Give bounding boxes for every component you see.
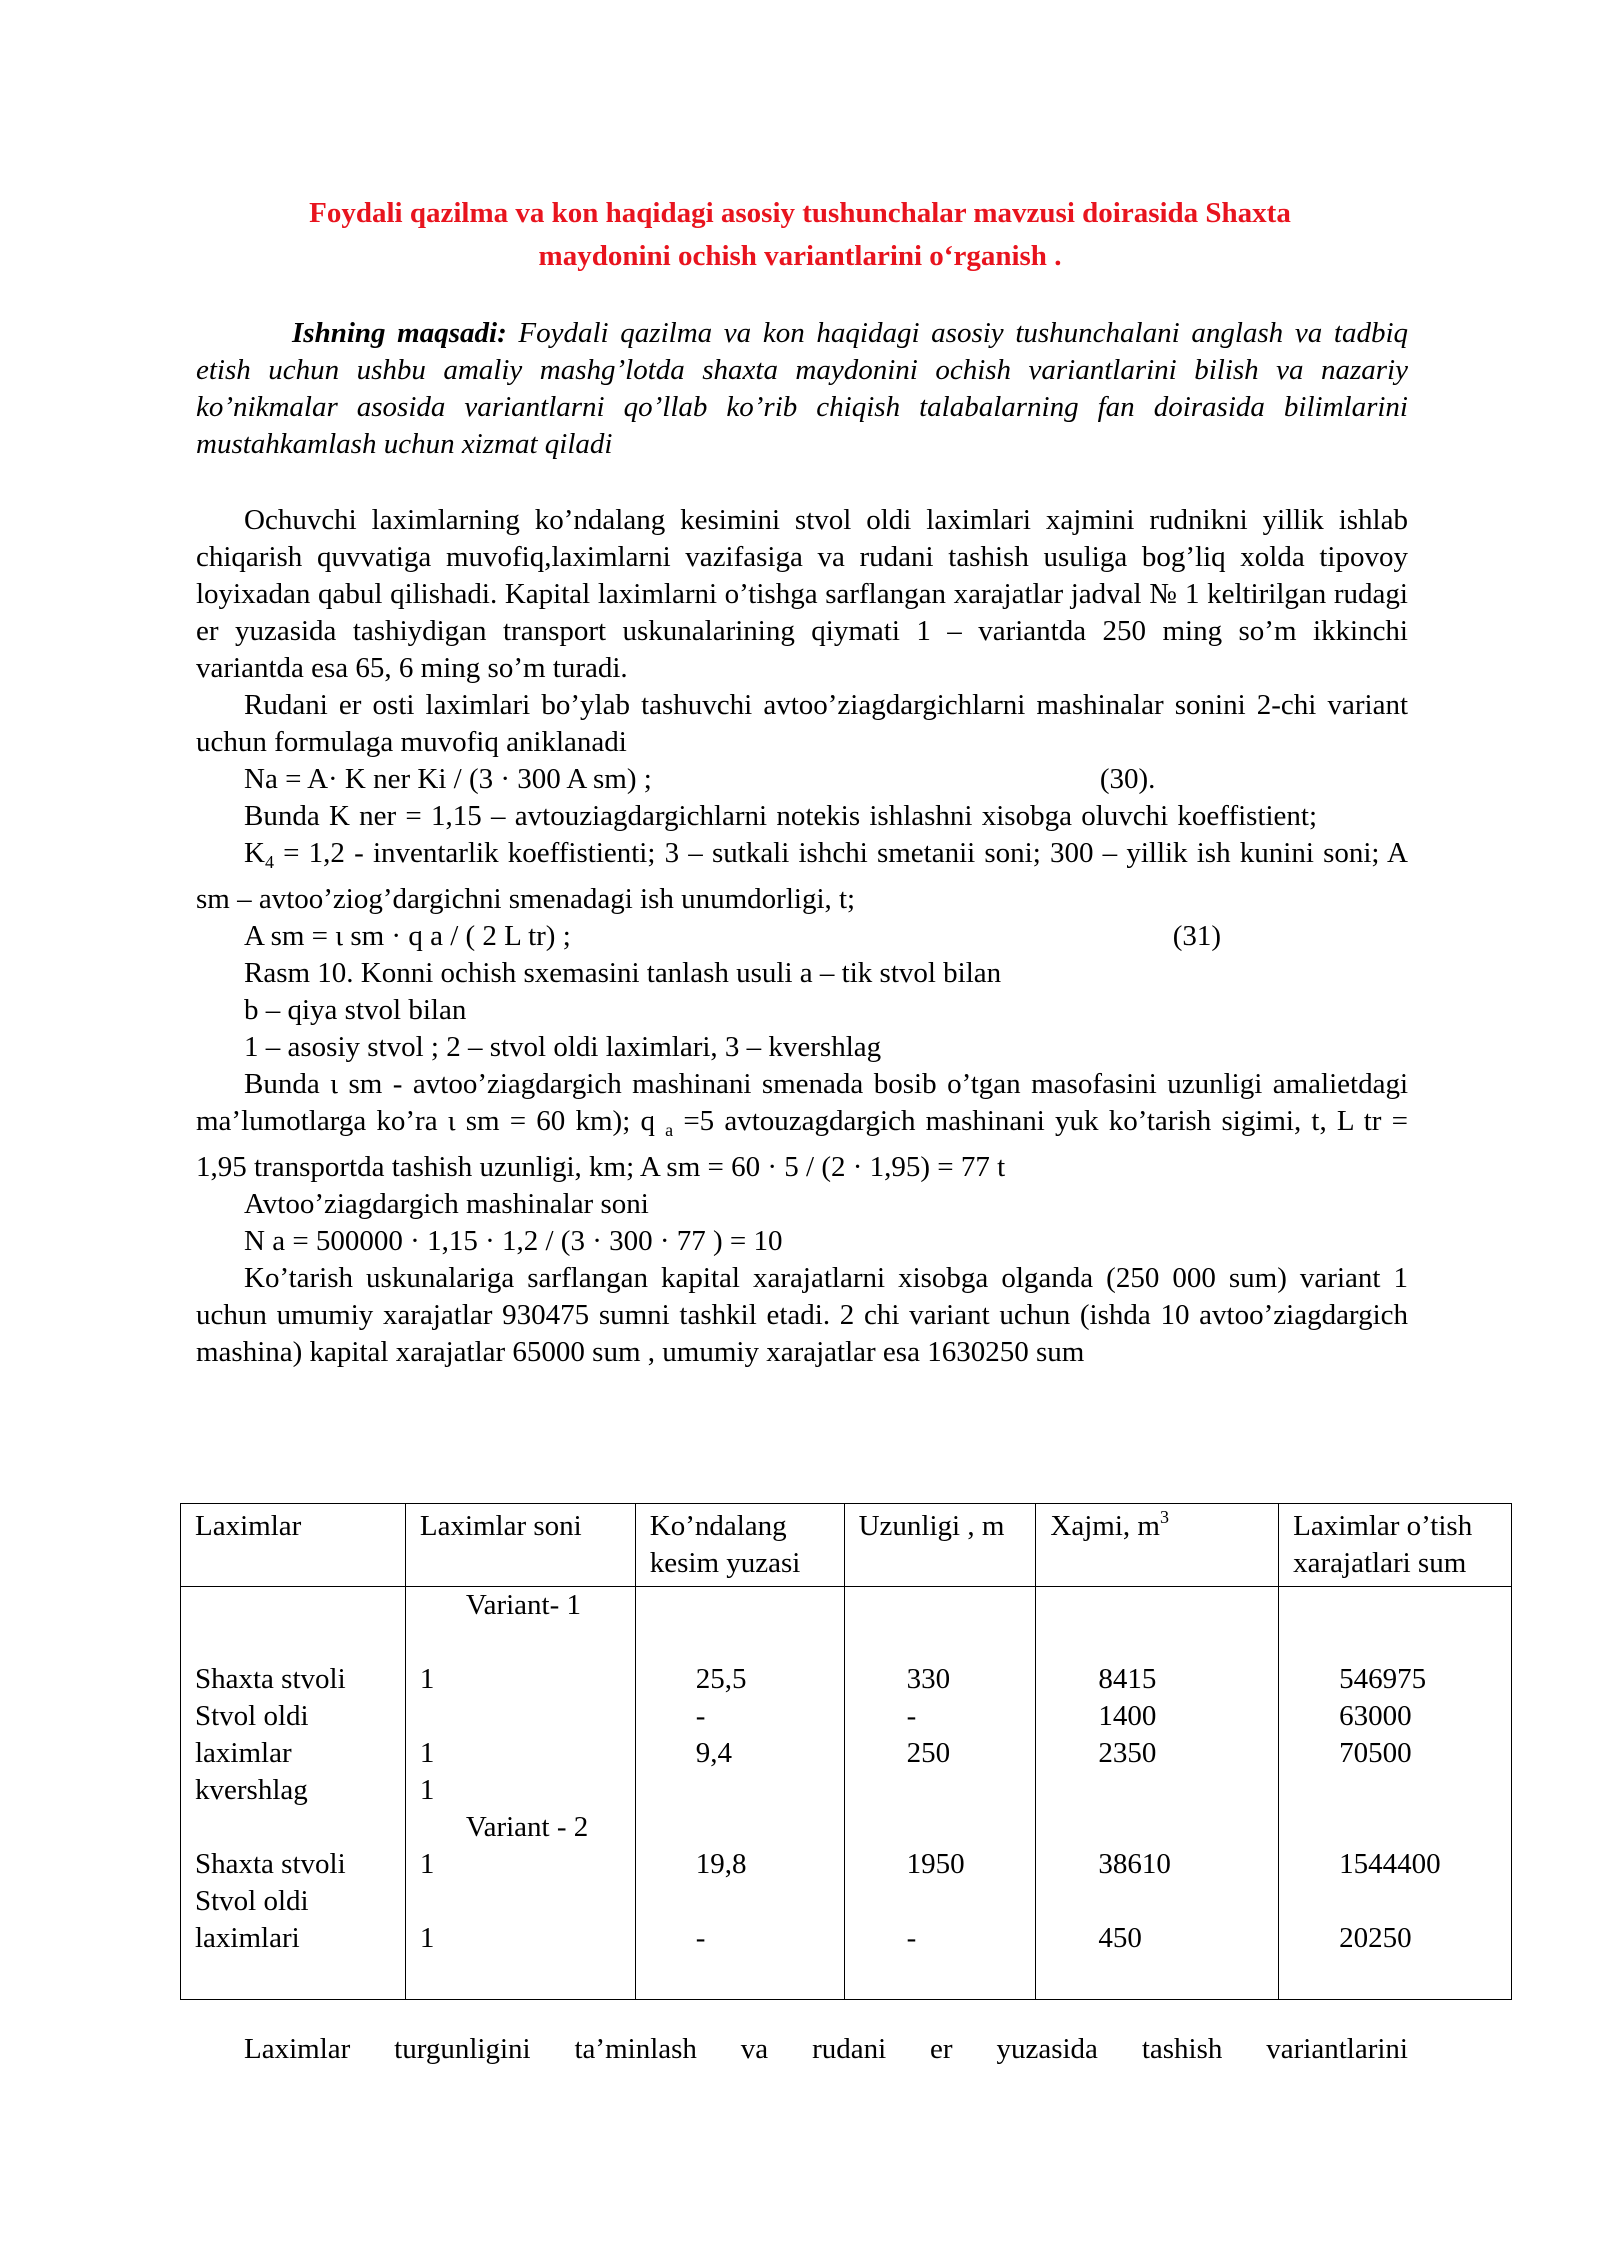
column-xajmi — [1036, 1587, 1279, 2000]
purpose-paragraph — [196, 315, 1408, 463]
table-cell — [1293, 1587, 1497, 1624]
table-cell: 20250 — [1339, 1922, 1412, 1954]
table-cell — [420, 1883, 621, 1920]
table-cell — [650, 1883, 830, 1920]
k4-subscript: 4 — [264, 852, 274, 872]
table-row — [181, 1587, 1512, 2000]
table-cell — [1293, 1883, 1497, 1920]
table-cell — [1293, 1624, 1497, 1661]
column-xarajatlari — [1279, 1587, 1512, 2000]
column-uzunligi — [844, 1587, 1036, 2000]
table-cell — [859, 1809, 1022, 1846]
table-cell: 63000 — [1339, 1700, 1412, 1732]
paragraph-4-text: = 1,2 - inventarlik koeffistienti; 3 – sutkali ishchi smetanii soni; 300 – yillik ish kunini soni; A sm – avtoo’ziog’dargichni smenadagi ish unumdorligi, t; — [196, 837, 1408, 915]
table-cell — [859, 1883, 1022, 1920]
table-cell: - — [906, 1922, 917, 1954]
paragraph-5 — [196, 1066, 1408, 1186]
title-line-1: Foydali qazilma va kon haqidagi asosiy tushunchalar mavzusi doirasida Shaxta — [309, 197, 1291, 229]
table-cell — [1293, 1809, 1497, 1846]
table-cell — [859, 1587, 1022, 1624]
table-cell: 1 — [419, 1848, 435, 1880]
paragraph-6: Avtoo’ziagdargich mashinalar soni — [244, 1188, 649, 1220]
table-cell: 38610 — [1098, 1848, 1171, 1880]
table-cell: kvershlag — [195, 1774, 308, 1806]
paragraph-3: Bunda K ner = 1,15 – avtouziagdargichlarni notekis ishlashni xisobga oluvchi koeffistient; — [244, 800, 1318, 832]
table-cell — [1050, 1587, 1264, 1624]
table-cell: 250 — [906, 1737, 951, 1769]
table-cell: 9,4 — [695, 1737, 732, 1769]
formula-na: N a = 500000 · 1,15 · 1,2 / (3 · 300 · 77 ) = 10 — [244, 1225, 783, 1257]
purpose-text: Foydali qazilma va kon haqidagi asosiy tushunchalani anglash va tadbiq etish uchun ushbu amaliy mashg’lotda shaxta maydonini ochish variantlarini bilish va nazariy ko’nikmalar asosida variantlarni qo’llab ko’rib chiqish talabalarning fan doirasida bilimlarini mustahkamlash uchun xizmat qiladi — [196, 317, 1408, 460]
table-cell: Variant- 1 — [465, 1589, 582, 1621]
table-cell: Stvol oldi — [195, 1885, 309, 1917]
figure-caption-1: Rasm 10. Konni ochish sxemasini tanlash usuli a – tik stvol bilan — [244, 957, 1002, 989]
table-cell — [650, 1624, 830, 1661]
table-cell: - — [695, 1700, 706, 1732]
table-cell — [650, 1772, 830, 1809]
header-xajmi: Xajmi, $m^3$ — [1036, 1504, 1279, 1587]
figure-caption-3: 1 – asosiy stvol ; 2 – stvol oldi laximlari, 3 – kvershlag — [244, 1031, 882, 1063]
table-cell: 70500 — [1339, 1737, 1412, 1769]
table-cell: 546975 — [1339, 1663, 1427, 1695]
table-cell — [1050, 1883, 1264, 1920]
table-cell: 2350 — [1098, 1737, 1157, 1769]
column-laximlar-soni — [405, 1587, 635, 2000]
table-cell: 1 — [419, 1737, 435, 1769]
table-header-row — [181, 1504, 1512, 1587]
table-cell: 450 — [1098, 1922, 1142, 1954]
header-laximlar: Laximlar — [181, 1504, 406, 1587]
qa-subscript: a — [665, 1120, 674, 1140]
header-laximlar-soni: Laximlar soni — [405, 1504, 635, 1587]
table-cell — [1050, 1624, 1264, 1661]
table-cell — [195, 1809, 391, 1846]
column-kesim-yuzasi — [635, 1587, 844, 2000]
header-uzunligi: Uzunligi , m — [844, 1504, 1036, 1587]
workings-table — [180, 1503, 1512, 2000]
cubic-superscript: 3 — [1159, 1507, 1169, 1527]
table-cell: 25,5 — [695, 1663, 747, 1695]
paragraph-4 — [196, 835, 1408, 918]
document-title — [230, 192, 1370, 278]
table-cell: Shaxta stvoli — [195, 1848, 346, 1880]
table-cell: Variant - 2 — [465, 1811, 589, 1843]
formula-30-text: Na = A· K ner Ki / (3 · 300 A sm) ; — [244, 763, 652, 795]
header-kesim-yuzasi: Ko’ndalang kesim yuzasi — [635, 1504, 844, 1587]
paragraph-7: Ko’tarish uskunalariga sarflangan kapital xarajatlarni xisobga olganda (250 000 sum) variant 1 uchun umumiy xarajatlar 930475 sumni tashkil etadi. 2 chi variant uchun (ishda 10 avtoo’ziagdargich mashina) kapital xarajatlar 65000 sum , umumiy xarajatlar esa 1630250 sum — [196, 1262, 1408, 1368]
table-cell — [650, 1809, 830, 1846]
table-cell — [420, 1698, 621, 1735]
table-cell — [420, 1624, 621, 1661]
table-cell — [859, 1624, 1022, 1661]
table-cell: 1950 — [906, 1848, 965, 1880]
table-cell: 1 — [419, 1663, 435, 1695]
table-cell — [195, 1624, 391, 1661]
table-cell: 330 — [906, 1663, 951, 1695]
table-cell: Stvol oldi — [195, 1700, 309, 1732]
purpose-label: Ishning maqsadi: — [292, 317, 507, 349]
column-laximlar — [181, 1587, 406, 2000]
paragraph-5-text-a: Bunda ι sm - avtoo’ziagdargich mashinani smenada bosib o’tgan masofasini uzunligi amalietdagi ma’lumotlarga ko’ra ι sm = 60 km); q — [196, 1068, 1408, 1137]
table-cell — [195, 1587, 391, 1624]
title-line-2: maydonini ochish variantlarini o‘rganish . — [538, 240, 1062, 272]
formula-30 — [196, 761, 1408, 798]
table-cell — [859, 1772, 1022, 1809]
closing-paragraph: Laximlar turgunligini ta’minlash va rudani er yuzasida tashish variantlarini — [244, 2033, 1408, 2065]
formula-31-text: A sm = ι sm · q a / ( 2 L tr) ; — [244, 920, 571, 952]
table-cell: 1 — [419, 1922, 435, 1954]
header-xarajatlari: Laximlar o’tish xarajatlari sum — [1279, 1504, 1512, 1587]
figure-caption-2: b – qiya stvol bilan — [244, 994, 467, 1026]
table-cell: 1400 — [1098, 1700, 1157, 1732]
table-cell: - — [695, 1922, 706, 1954]
table-cell: 1544400 — [1339, 1848, 1441, 1880]
table-cell: - — [906, 1700, 917, 1732]
table-cell: laximlari — [195, 1922, 300, 1954]
table-cell — [1050, 1772, 1264, 1809]
formula-31 — [196, 918, 1408, 955]
table-cell — [1293, 1772, 1497, 1809]
formula-31-number: (31) — [1172, 920, 1222, 952]
table-cell: laximlar — [195, 1737, 292, 1769]
table-cell: Shaxta stvoli — [195, 1663, 346, 1695]
paragraph-2: Rudani er osti laximlari bo’ylab tashuvchi avtoo’ziagdargichlarni mashinalar sonini 2-chi variant uchun formulaga muvofiq aniklanadi — [196, 689, 1408, 758]
paragraph-5-text-b: =5 avtouzagdargich mashinani yuk ko’tarish sigimi, t, L tr = 1,95 transportda tashish uzunligi, km; A sm = 60 · 5 / (2 · 1,95) = 77 t — [196, 1105, 1408, 1183]
table-cell — [1050, 1809, 1264, 1846]
document-body — [196, 502, 1408, 1371]
paragraph-1: Ochuvchi laximlarning ko’ndalang kesimini stvol oldi laximlari xajmini rudnikni yillik ishlab chiqarish quvvatiga muvofiq,laximlarni vazifasiga va rudani tashish usuliga bog’liq xolda tipovoy loyixadan qabul qilishadi. Kapital laximlarni o’tishga sarflangan xarajatlar jadval № 1 keltirilgan rudagi er yuzasida tashiydigan transport uskunalarining qiymati 1 – variantda 250 ming so’m ikkinchi variantda esa 65, 6 ming so’m turadi. — [196, 504, 1408, 684]
table-cell — [650, 1587, 830, 1624]
table-cell: 8415 — [1098, 1663, 1157, 1695]
k4-symbol: K — [244, 837, 265, 869]
formula-30-number: (30). — [1099, 763, 1156, 795]
table-cell: 1 — [419, 1774, 435, 1806]
table-cell: 19,8 — [695, 1848, 747, 1880]
